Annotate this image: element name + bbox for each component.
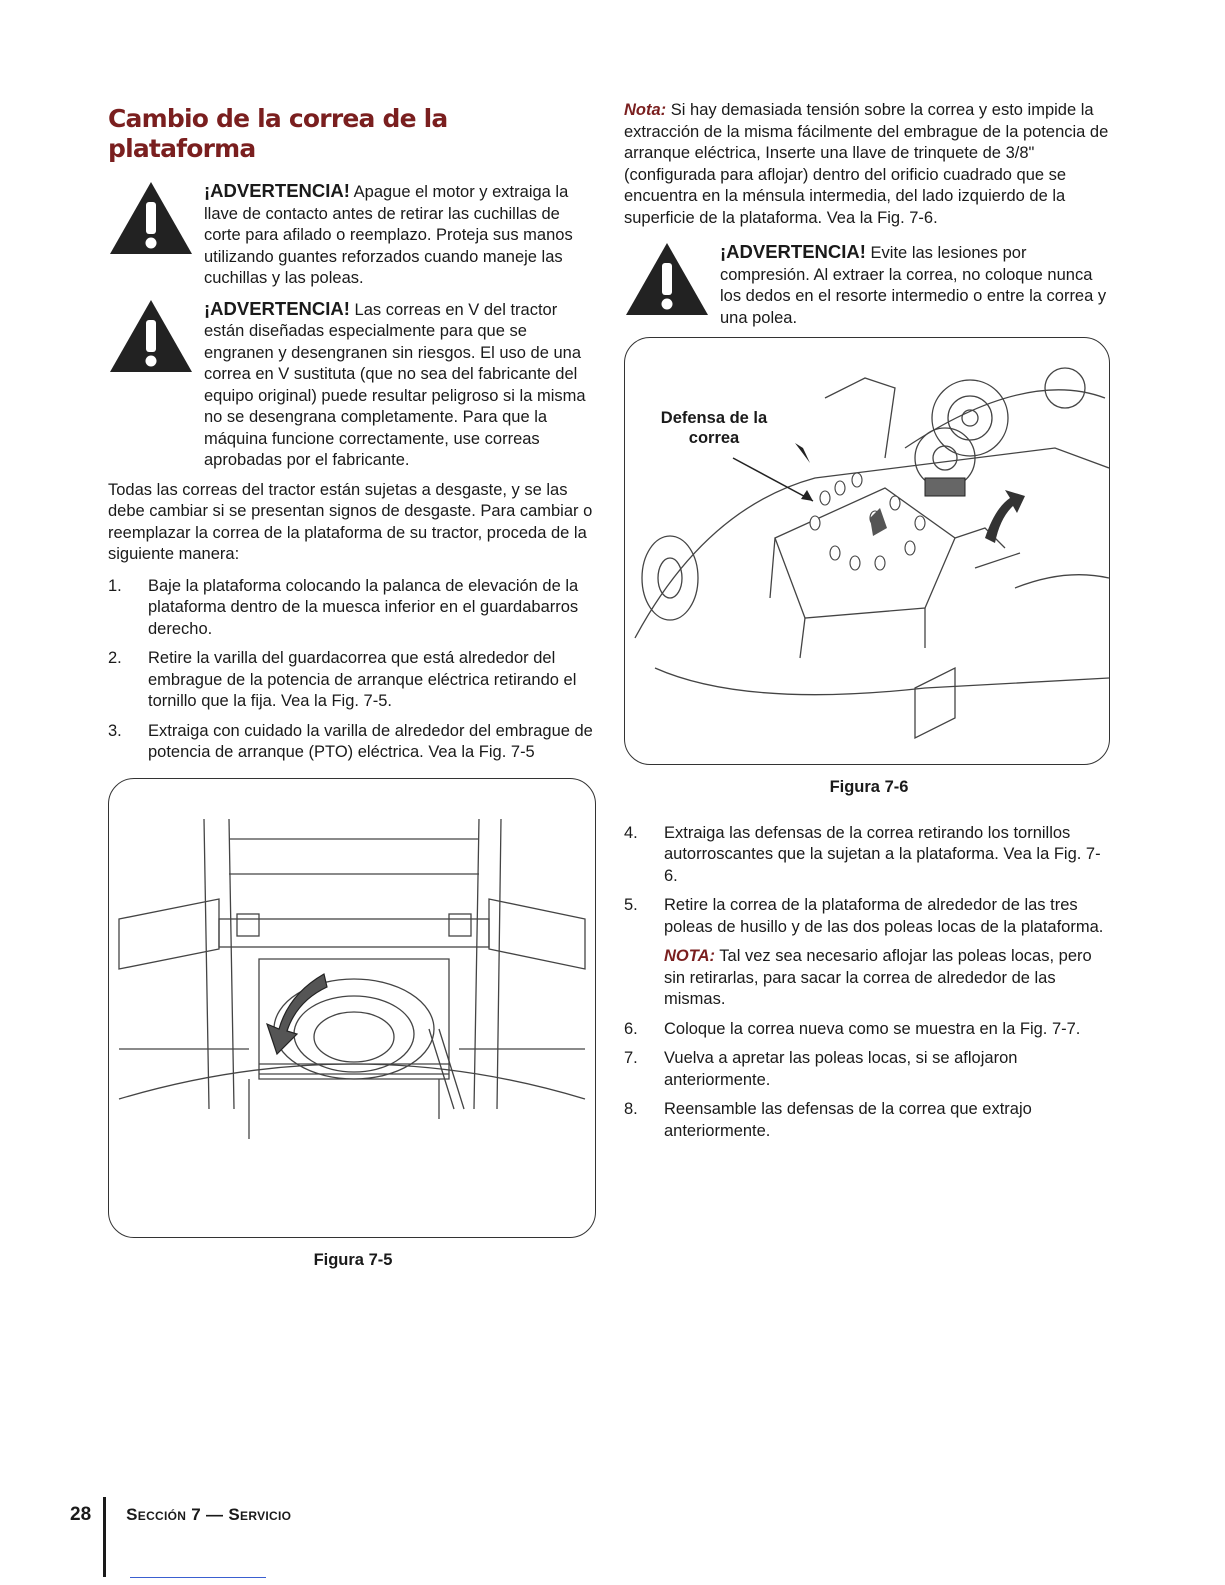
belt-guard-callout: Defensa de la correa [660,409,768,447]
rotation-arrow-icon [985,490,1025,543]
figure-7-5 [108,778,596,1238]
warning-triangle-icon [108,298,194,374]
note-label: Nota: [624,101,667,119]
left-column [108,100,598,1271]
figure-7-6 [624,337,1110,765]
warning-block-1 [108,180,598,290]
warning-title: ¡ADVERTENCIA! [204,297,350,319]
list-item: 6. Coloque la correa nueva como se muestra en la Fig. 7-7. [624,1019,1081,1038]
warning-triangle-icon [624,241,710,317]
figure-caption: Figura 7-5 [313,1250,393,1269]
figure-caption: Figura 7-6 [829,778,909,796]
list-item: 7. Vuelva a apretar las poleas locas, si se aflojaron anteriormente. [624,1049,1018,1089]
list-item: 3. Extraiga con cuidado la varilla de alrededor del embrague de potencia de arranque (PTO) eléctrica. Vea la Fig. 7-5 [108,721,593,761]
list-item: 1. Baje la plataforma colocando la palanca de elevación de la plataforma dentro de la muesca inferior en el guardabarros derecho. [108,576,579,638]
warning-text: Apague el motor y extraiga la llave de contacto antes de retirar las cuchillas de corte para afilado o reemplazo. Proteja sus manos utilizando guantes reforzados cuando maneje las cuchillas y las poleas. [204,183,573,287]
list-item: 8. Reensamble las defensas de la correa que extrajo anteriormente. [624,1100,1032,1140]
belt-guard-illustration [625,338,1109,764]
pto-clutch-illustration [109,779,595,1237]
list-item: 4. Extraiga las defensas de la correa retirando los tornillos autorroscantes que la sujetan a la plataforma. Vea la Fig. 7-6. [624,823,1101,885]
list-item: 2. Retire la varilla del guardacorrea que está alrededor del embrague de la potencia de arranque eléctrica retirando el tornillo que la fija. Vea la Fig. 7-5. [108,649,577,710]
note-text: Tal vez sea necesario aflojar las poleas locas, pero sin retirarlas, para sacar la correa de alrededor de las mismas. [664,947,1092,1008]
bottom-link-underline [130,1577,266,1578]
warning-block-3 [624,241,1114,329]
right-column [624,100,1114,1150]
footer-divider [103,1497,106,1577]
footer-section: Sección 7 — Servicio [126,1505,292,1525]
subnote [664,946,1114,1011]
rotation-arrow-icon [267,974,327,1054]
page-footer [70,1475,291,1555]
warning-title: ¡ADVERTENCIA! [204,180,350,201]
page-number: 28 [70,1504,92,1526]
list-item: 5. Retire la correa de la plataforma de alrededor de las tres poleas de husillo y de las dos poleas locas de la plataforma. [624,896,1104,936]
warning-block-2 [108,298,598,472]
warning-triangle-icon [108,180,194,256]
warning-text: Las correas en V del tractor están diseñadas especialmente para que se engranen y desengranen sin riesgos. El uso de una correa en V sustituta (que no sea del fabricante del equipo original) puede resultar peligroso si la misma no se desengrana completamente. Para que la máquina funcione correctamente, use correas aprobadas por el fabricante. [204,300,586,469]
steps-list-right-2 [624,1019,1114,1143]
intro-paragraph: Todas las correas del tractor están sujetas a desgaste, y se las debe cambiar si se presentan signos de desgaste. Para cambiar o reemplazar la correa de la plataforma de su tractor, proceda de la siguiente manera: [108,480,593,563]
steps-list-right [624,823,1114,939]
warning-title: ¡ADVERTENCIA! [720,241,866,262]
section-title: Cambio de la correa de la plataforma [108,104,448,163]
note-text: Si hay demasiada tensión sobre la correa y esto impide la extracción de la misma fácilmente del embrague de la potencia de arranque eléctrica, Inserte una llave de trinquete de 3/8" (configurada para aflojar) dentro del orificio cuadrado que se encuentra en la ménsula intermedia, del lado izquierdo de la superficie de la plataforma. Vea la Fig. 7-6. [624,101,1109,227]
note-label: NOTA: [664,947,716,965]
warning-text: Evite las lesiones por compresión. Al extraer la correa, no coloque nunca los dedos en el resorte intermedio o entre la correa y una polea. [720,244,1107,327]
steps-list-left [108,576,598,764]
note-paragraph [624,100,1114,229]
